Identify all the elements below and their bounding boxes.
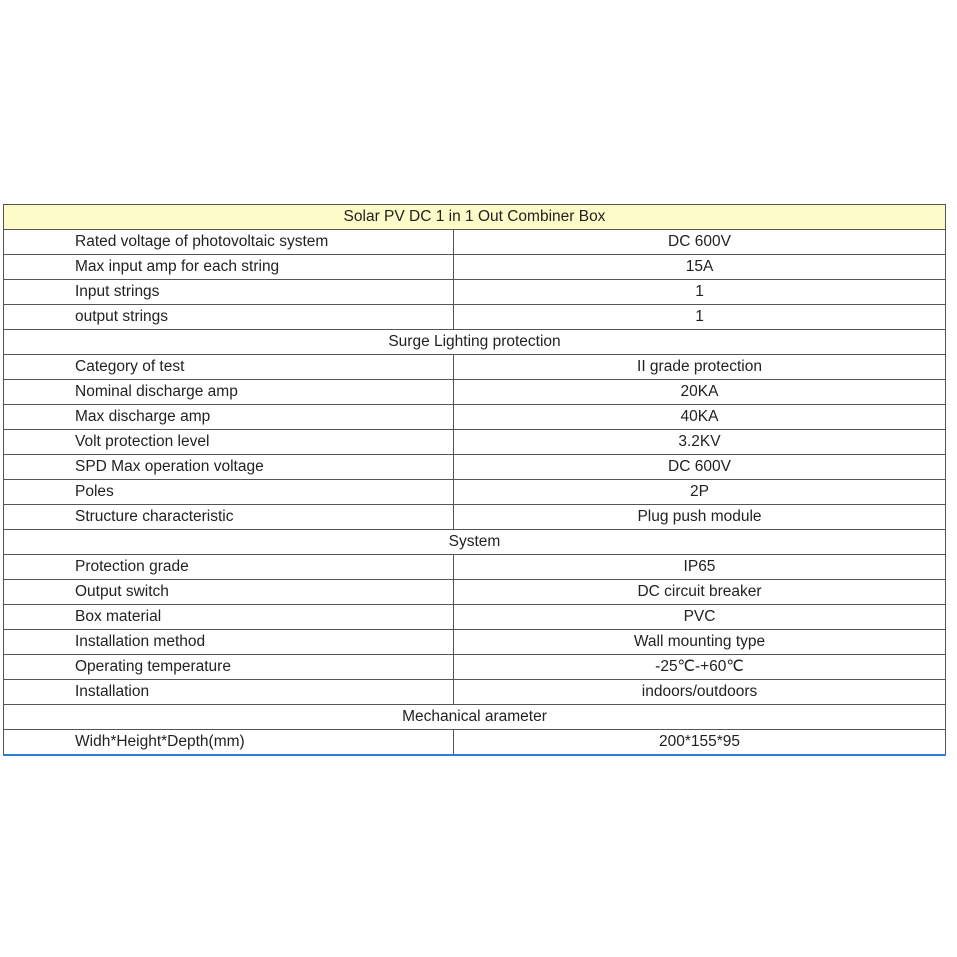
spec-value: 1 [454,305,946,330]
table-row [4,555,946,580]
table-row [4,380,946,405]
spec-label: Volt protection level [4,430,454,455]
spec-value: DC 600V [454,230,946,255]
spec-value: 15A [454,255,946,280]
table-title-row [4,205,946,230]
spec-value: DC 600V [454,455,946,480]
spec-table [3,204,946,756]
table-row [4,655,946,680]
section-heading: System [4,530,946,555]
table-row [4,480,946,505]
table-row [4,280,946,305]
spec-value: IP65 [454,555,946,580]
spec-value: DC circuit breaker [454,580,946,605]
table-row [4,430,946,455]
spec-value: PVC [454,605,946,630]
table-row [4,680,946,705]
spec-value: 2P [454,480,946,505]
section-heading: Mechanical arameter [4,705,946,730]
table-row [4,305,946,330]
spec-label: Max discharge amp [4,405,454,430]
spec-label: Widh*Height*Depth(mm) [4,730,454,756]
spec-value: Plug push module [454,505,946,530]
table-row [4,230,946,255]
section-heading-row [4,330,946,355]
table-row [4,455,946,480]
spec-value: -25℃-+60℃ [454,655,946,680]
spec-value: II grade protection [454,355,946,380]
spec-label: Max input amp for each string [4,255,454,280]
spec-label: Installation [4,680,454,705]
table-row [4,355,946,380]
section-heading-row [4,530,946,555]
table-row [4,630,946,655]
table-row [4,605,946,630]
spec-label: Input strings [4,280,454,305]
spec-label: Poles [4,480,454,505]
spec-label: Nominal discharge amp [4,380,454,405]
spec-value: 40KA [454,405,946,430]
spec-value: 200*155*95 [454,730,946,756]
section-heading: Surge Lighting protection [4,330,946,355]
spec-value: Wall mounting type [454,630,946,655]
spec-value: 3.2KV [454,430,946,455]
spec-label: Operating temperature [4,655,454,680]
table-row [4,505,946,530]
table-title: Solar PV DC 1 in 1 Out Combiner Box [4,205,946,230]
spec-label: Installation method [4,630,454,655]
spec-label: Output switch [4,580,454,605]
spec-label: Protection grade [4,555,454,580]
spec-label: SPD Max operation voltage [4,455,454,480]
table-row [4,405,946,430]
spec-value: 1 [454,280,946,305]
spec-label: output strings [4,305,454,330]
spec-label: Category of test [4,355,454,380]
spec-value: indoors/outdoors [454,680,946,705]
table-row [4,580,946,605]
spec-label: Box material [4,605,454,630]
table-row [4,255,946,280]
table-row [4,730,946,756]
spec-label: Rated voltage of photovoltaic system [4,230,454,255]
spec-label: Structure characteristic [4,505,454,530]
spec-value: 20KA [454,380,946,405]
section-heading-row [4,705,946,730]
